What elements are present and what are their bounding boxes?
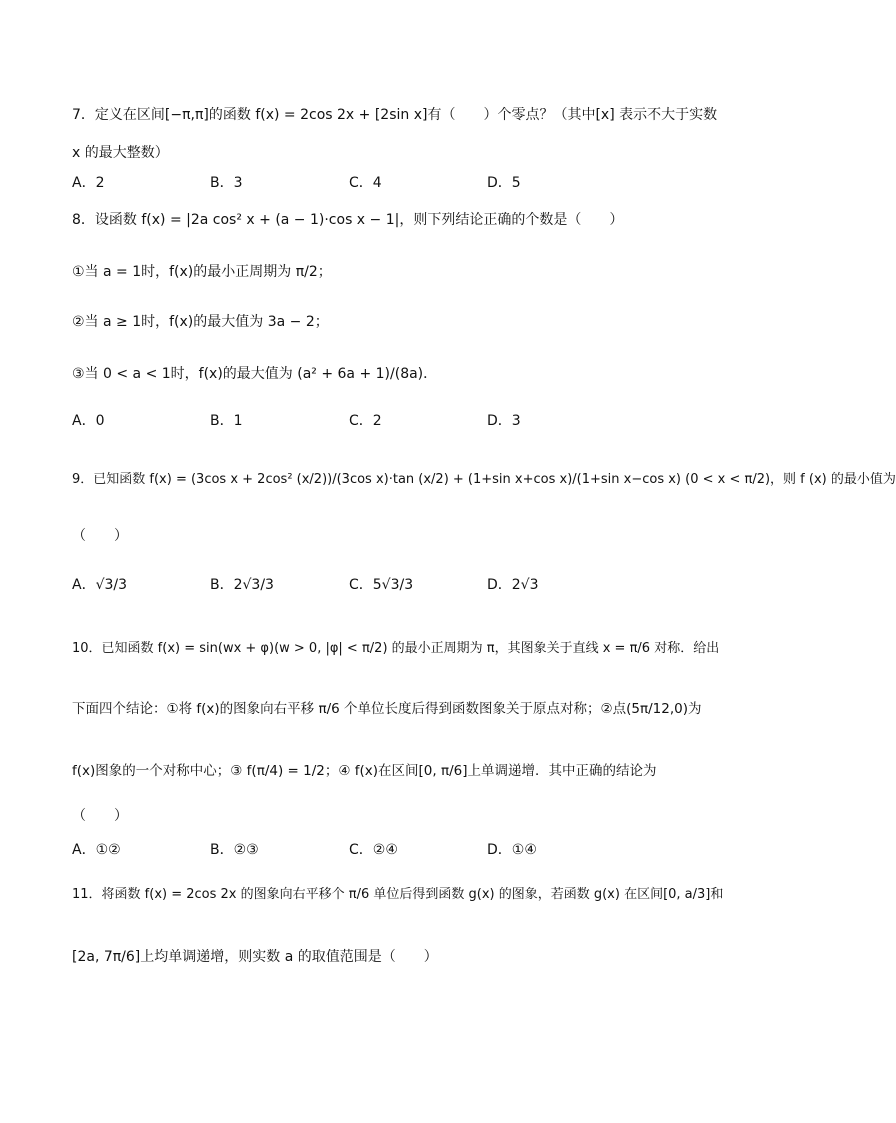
q9-option-a: A．√3/3 bbox=[72, 577, 128, 593]
q9-stem: 9．已知函数 f(x) = (3cos x + 2cos² (x/2))/(3cos x)·tan (x/2) + (1+sin x+cos x)/(1+sin x−cos x) (0 < x < π/2)，则 f (x) 的最小值为 bbox=[72, 472, 896, 487]
q8-option-d: D．3 bbox=[487, 413, 521, 429]
q10-option-a: A．①② bbox=[72, 842, 121, 858]
q8-statement-2: ②当 a ≥ 1时，f(x)的最大值为 3a − 2； bbox=[72, 314, 329, 330]
q8-option-c: C．2 bbox=[349, 413, 382, 429]
q10-option-d: D．①④ bbox=[487, 842, 537, 858]
q7-stem-line2: x 的最大整数） bbox=[72, 145, 169, 161]
q9-option-d: D．2√3 bbox=[487, 577, 539, 593]
q7-option-a: A．2 bbox=[72, 175, 105, 191]
q10-option-c: C．②④ bbox=[349, 842, 398, 858]
q8-statement-1: ①当 a = 1时，f(x)的最小正周期为 π/2； bbox=[72, 264, 332, 280]
q7-stem-line1: 7．定义在区间[−π,π]的函数 f(x) = 2cos 2x + [2sin x]有（ ）个零点？（其中[x] 表示不大于实数 bbox=[72, 107, 718, 123]
q10-stem-line3: f(x)图象的一个对称中心；③ f(π/4) = 1/2；④ f(x)在区间[0, π/6]上单调递增．其中正确的结论为 bbox=[72, 763, 657, 779]
q8-statement-3: ③当 0 < a < 1时，f(x)的最大值为 (a² + 6a + 1)/(8a)． bbox=[72, 366, 438, 382]
q10-answer-bracket: （ ） bbox=[72, 808, 128, 824]
q7-option-b: B．3 bbox=[210, 175, 243, 191]
q7-option-d: D．5 bbox=[487, 175, 521, 191]
q8-option-a: A．0 bbox=[72, 413, 105, 429]
q9-option-c: C．5√3/3 bbox=[349, 577, 414, 593]
q8-option-b: B．1 bbox=[210, 413, 243, 429]
q11-stem-line1: 11．将函数 f(x) = 2cos 2x 的图象向右平移个 π/6 单位后得到函数 g(x) 的图象，若函数 g(x) 在区间[0, a/3]和 bbox=[72, 887, 724, 902]
q9-option-b: B．2√3/3 bbox=[210, 577, 274, 593]
q8-stem: 8．设函数 f(x) = |2a cos² x + (a − 1)·cos x − 1|，则下列结论正确的个数是（ ） bbox=[72, 212, 624, 228]
q10-option-b: B．②③ bbox=[210, 842, 259, 858]
q7-option-c: C．4 bbox=[349, 175, 382, 191]
q11-stem-line2: [2a, 7π/6]上均单调递增，则实数 a 的取值范围是（ ） bbox=[72, 949, 438, 965]
q10-stem-line1: 10．已知函数 f(x) = sin(wx + φ)(w > 0, |φ| < π/2) 的最小正周期为 π，其图象关于直线 x = π/6 对称．给出 bbox=[72, 641, 720, 656]
q10-stem-line2: 下面四个结论：①将 f(x)的图象向右平移 π/6 个单位长度后得到函数图象关于原点对称；②点(5π/12,0)为 bbox=[72, 701, 702, 717]
q9-answer-bracket: （ ） bbox=[72, 528, 128, 544]
